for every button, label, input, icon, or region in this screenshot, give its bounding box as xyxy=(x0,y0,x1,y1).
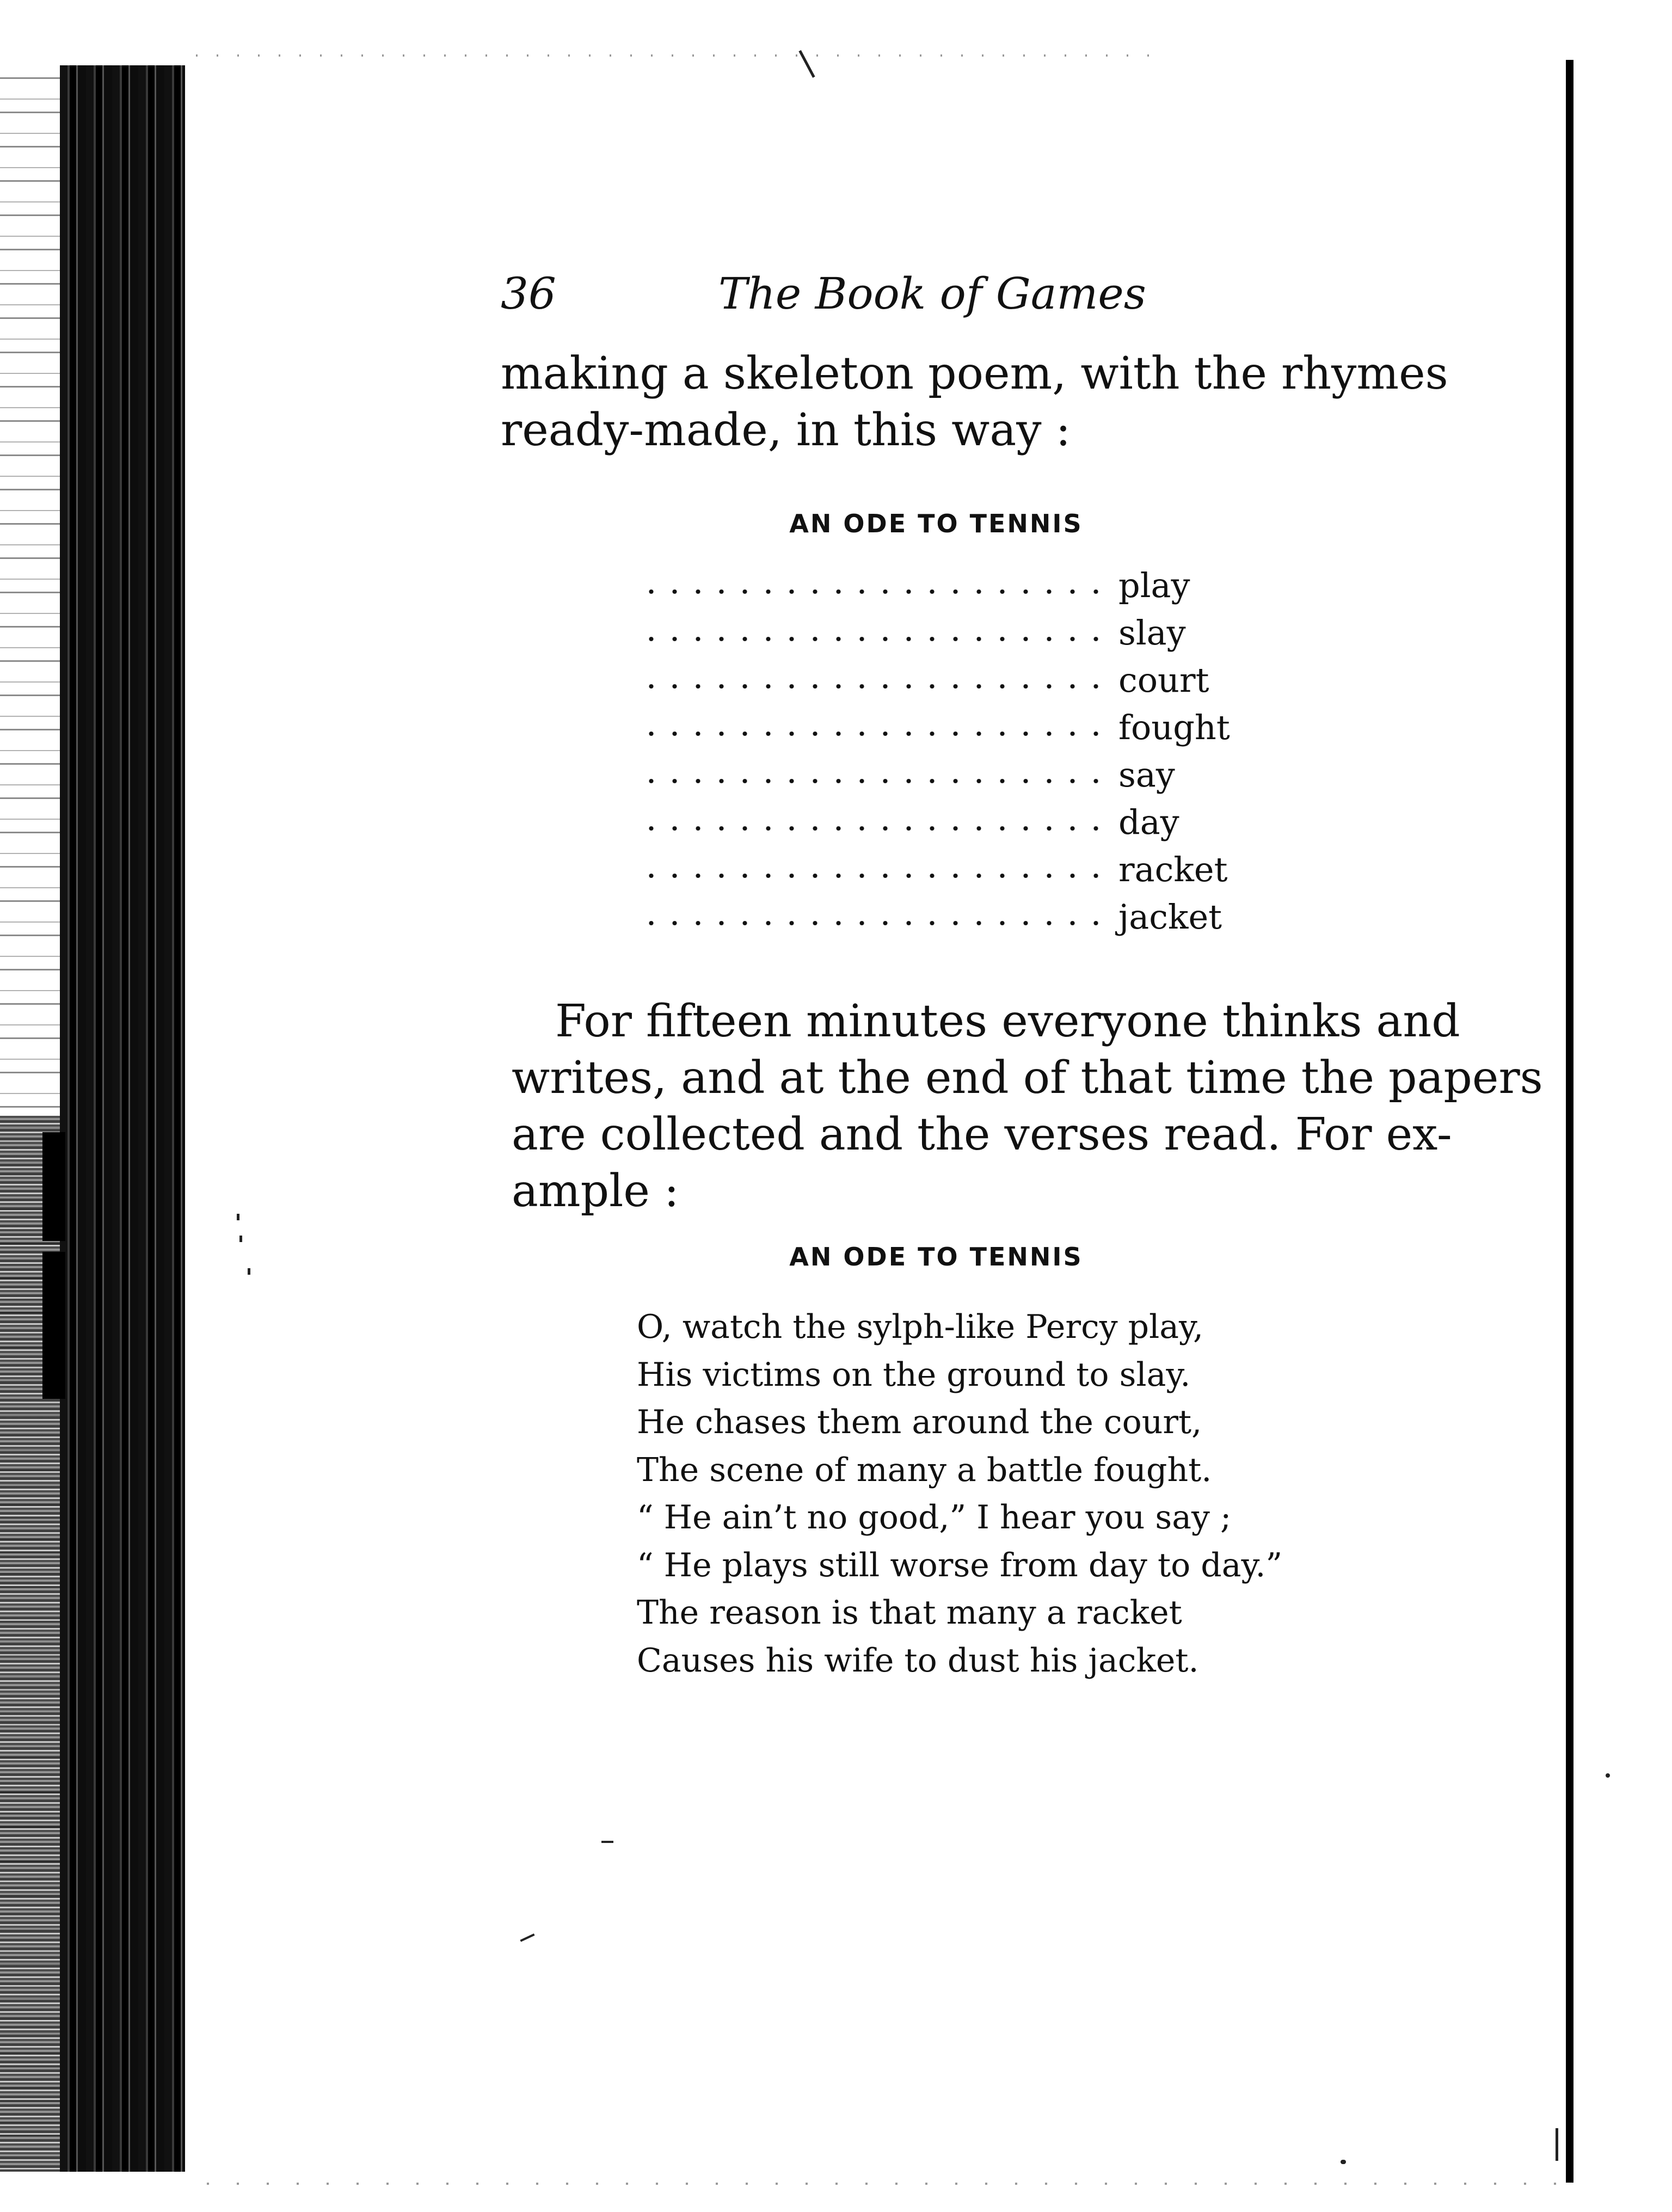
intro-text xyxy=(501,346,1448,459)
dotted-leader xyxy=(640,874,1108,878)
scan-mark xyxy=(520,1933,534,1941)
scan-mark xyxy=(1556,2128,1558,2161)
scan-noise-bottom xyxy=(207,2183,1568,2185)
dotted-leader xyxy=(640,589,1108,594)
running-title: The Book of Games xyxy=(718,268,1146,319)
scan-mark xyxy=(239,1236,242,1242)
dotted-leader xyxy=(640,779,1108,783)
skeleton-line xyxy=(640,798,1238,846)
dotted-leader xyxy=(640,732,1108,736)
poem-line: The scene of many a battle fought. xyxy=(637,1451,1212,1489)
rhyme-word: jacket xyxy=(1118,897,1222,937)
dotted-leader xyxy=(640,637,1108,641)
scan-noise-top xyxy=(196,54,1154,57)
poem-line: His victims on the ground to slay. xyxy=(637,1355,1191,1394)
text-line: making a skeleton poem, with the rhymes xyxy=(501,348,1448,400)
body-paragraph xyxy=(512,993,1543,1220)
scan-mark xyxy=(1341,2160,1346,2164)
scan-mark xyxy=(248,1268,250,1275)
poem-line: Causes his wife to dust his jacket. xyxy=(637,1641,1199,1680)
example-poem xyxy=(637,1304,1290,1685)
skeleton-line xyxy=(640,751,1238,798)
rhyme-word: racket xyxy=(1118,850,1228,889)
poem-line: “ He ain’t no good,” I hear you say ; xyxy=(637,1498,1232,1537)
skeleton-line xyxy=(640,846,1238,893)
scan-artifact xyxy=(42,1132,65,1241)
text-line: ready-made, in this way : xyxy=(501,404,1071,456)
poem-title: AN ODE TO TENNIS xyxy=(789,1242,1083,1271)
text-line: writes, and at the end of that time the papers xyxy=(512,1052,1543,1104)
page-edge-rule xyxy=(1566,60,1573,2183)
skeleton-poem-title: AN ODE TO TENNIS xyxy=(789,509,1083,538)
rhyme-word: day xyxy=(1118,802,1179,842)
skeleton-poem xyxy=(640,562,1238,941)
skeleton-line xyxy=(640,893,1238,941)
page-number: 36 xyxy=(501,268,556,319)
scan-mark xyxy=(1606,1773,1610,1778)
skeleton-line xyxy=(640,656,1238,704)
dotted-leader xyxy=(640,684,1108,689)
text-line: are collected and the verses read. For ex- xyxy=(512,1109,1452,1160)
scan-mark xyxy=(237,1214,239,1220)
poem-line: He chases them around the court, xyxy=(637,1403,1202,1441)
poem-line: The reason is that many a racket xyxy=(637,1594,1182,1632)
rhyme-word: court xyxy=(1118,660,1209,700)
skeleton-line xyxy=(640,704,1238,751)
text-line: For fifteen minutes everyone thinks and xyxy=(555,996,1460,1047)
skeleton-line xyxy=(640,609,1238,656)
poem-line: O, watch the sylph-like Percy play, xyxy=(637,1308,1204,1346)
book-spine-shadow xyxy=(60,65,185,2172)
scan-mark xyxy=(601,1841,613,1843)
skeleton-line xyxy=(640,562,1238,609)
text-line: ample : xyxy=(512,1165,679,1217)
rhyme-word: slay xyxy=(1118,613,1186,653)
scan-artifact xyxy=(42,1252,65,1399)
rhyme-word: fought xyxy=(1118,708,1230,747)
rhyme-word: play xyxy=(1118,566,1190,605)
rhyme-word: say xyxy=(1118,755,1175,795)
poem-line: “ He plays still worse from day to day.” xyxy=(637,1546,1283,1584)
dotted-leader xyxy=(640,921,1108,925)
page-header xyxy=(501,261,1154,327)
dotted-leader xyxy=(640,826,1108,831)
